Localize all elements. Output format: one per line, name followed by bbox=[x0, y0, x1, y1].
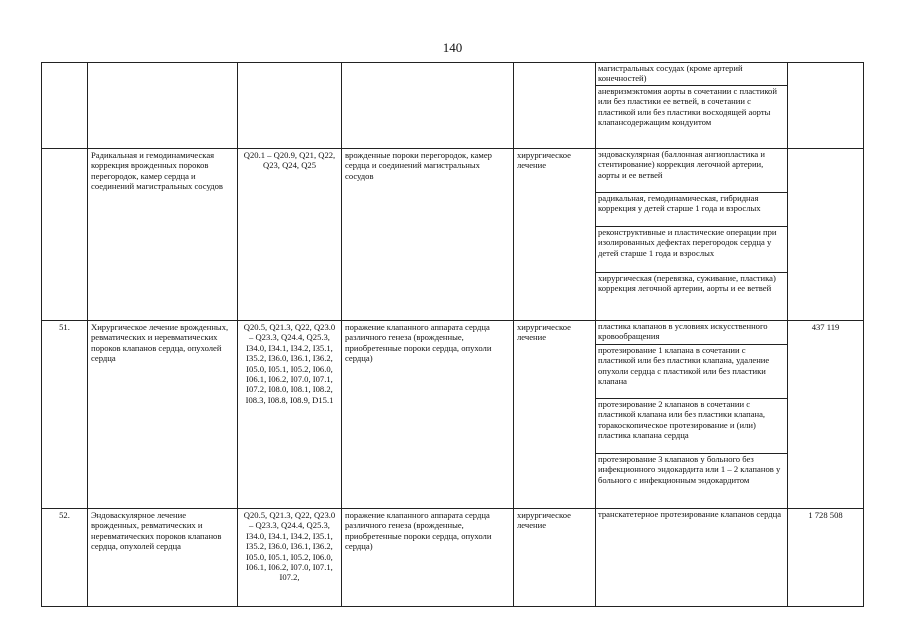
treatment-type: хирургическое лечение bbox=[514, 149, 596, 321]
method-item: пластика клапанов в условиях искусственного кровообращения bbox=[598, 321, 768, 342]
patient-model bbox=[342, 63, 514, 149]
price bbox=[788, 149, 864, 321]
method-item: эндоваскулярная (баллонная ангиопластика и стентирование) коррекция легочной артерии, аорты и ее ветвей bbox=[598, 149, 765, 180]
row-number bbox=[42, 63, 88, 149]
method-item: хирургическая (перевязка, суживание, пластика) коррекция легочной артерии, аорты и ее ветвей bbox=[596, 272, 787, 294]
treatment-type: хирургическое лечение bbox=[514, 321, 596, 509]
care-name: Радикальная и гемодинамическая коррекция врожденных пороков перегородок, камер сердца и соединений магистральных сосудов bbox=[88, 149, 238, 321]
treatment-methods bbox=[596, 321, 788, 509]
treatment-methods bbox=[596, 63, 788, 149]
method-item: протезирование 1 клапана в сочетании с пластикой или без пластики клапана, удаление опухоли сердца с пластикой или без пластики клапана bbox=[596, 344, 787, 398]
table-row bbox=[42, 321, 864, 509]
method-item: реконструктивные и пластические операции при изолированных дефектах перегородок сердца у детей старше 1 года и взрослых bbox=[596, 226, 787, 272]
patient-model: поражение клапанного аппарата сердца различного генеза (врожденные, приобретенные пороки сердца, опухоли сердца) bbox=[342, 509, 514, 607]
price: 1 728 508 bbox=[788, 509, 864, 607]
table-row bbox=[42, 509, 864, 607]
row-number bbox=[42, 149, 88, 321]
method-item: магистральных сосудах (кроме артерий конечностей) bbox=[598, 63, 743, 84]
icd-codes: Q20.1 – Q20.9, Q21, Q22, Q23, Q24, Q25 bbox=[238, 149, 342, 321]
method-item: протезирование 2 клапанов в сочетании с пластикой клапана или без пластики клапана, торакоскопическое протезирование и (или) пластика клапана сердца bbox=[596, 398, 787, 453]
patient-model: врожденные пороки перегородок, камер сердца и соединений магистральных сосудов bbox=[342, 149, 514, 321]
care-name: Хирургическое лечение врожденных, ревматических и неревматических пороков клапанов сердца, опухолей сердца bbox=[88, 321, 238, 509]
icd-codes: Q20.5, Q21.3, Q22, Q23.0 – Q23.3, Q24.4, Q25.3, I34.0, I34.1, I34.2, I35.1, I35.2, I36.0, I36.1, I36.2, I05.0, I05.1, I05.2, I06.0, I06.1, I06.2, I07.0, I07.1, I07.2, bbox=[238, 509, 342, 607]
row-number: 51. bbox=[42, 321, 88, 509]
icd-codes bbox=[238, 63, 342, 149]
treatment-methods bbox=[596, 509, 788, 607]
method-item: транскатетерное протезирование клапанов сердца bbox=[598, 509, 782, 519]
method-item: протезирование 3 клапанов у больного без инфекционного эндокардита или 1 – 2 клапанов у больного с инфекционным эндокардитом bbox=[596, 453, 787, 485]
patient-model: поражение клапанного аппарата сердца различного генеза (врожденные, приобретенные пороки сердца, опухоли сердца) bbox=[342, 321, 514, 509]
treatment-methods bbox=[596, 149, 788, 321]
price bbox=[788, 63, 864, 149]
table-row bbox=[42, 149, 864, 321]
care-name bbox=[88, 63, 238, 149]
method-item: радикальная, гемодинамическая, гибридная коррекция у детей старше 1 года и взрослых bbox=[596, 192, 787, 226]
method-item: аневризмэктомия аорты в сочетании с пластикой или без пластики ее ветвей, в сочетании с пластикой или без пластики восходящей аорты клапансодержащим кондуитом bbox=[596, 85, 787, 128]
price: 437 119 bbox=[788, 321, 864, 509]
care-name: Эндоваскулярное лечение врожденных, ревматических и неревматических пороков клапанов сердца, опухолей сердца bbox=[88, 509, 238, 607]
table-row bbox=[42, 63, 864, 149]
page-number: 140 bbox=[442, 40, 463, 55]
icd-codes: Q20.5, Q21.3, Q22, Q23.0 – Q23.3, Q24.4, Q25.3, I34.0, I34.1, I34.2, I35.1, I35.2, I36.0, I36.1, I36.2, I05.0, I05.1, I05.2, I06.0, I06.1, I06.2, I07.0, I07.1, I07.2, I08.0, I08.1, I08.2, I08.3, I08.8, I08.9, D15.1 bbox=[238, 321, 342, 509]
treatment-type bbox=[514, 63, 596, 149]
treatment-type: хирургическое лечение bbox=[514, 509, 596, 607]
row-number: 52. bbox=[42, 509, 88, 607]
care-table bbox=[41, 62, 864, 607]
